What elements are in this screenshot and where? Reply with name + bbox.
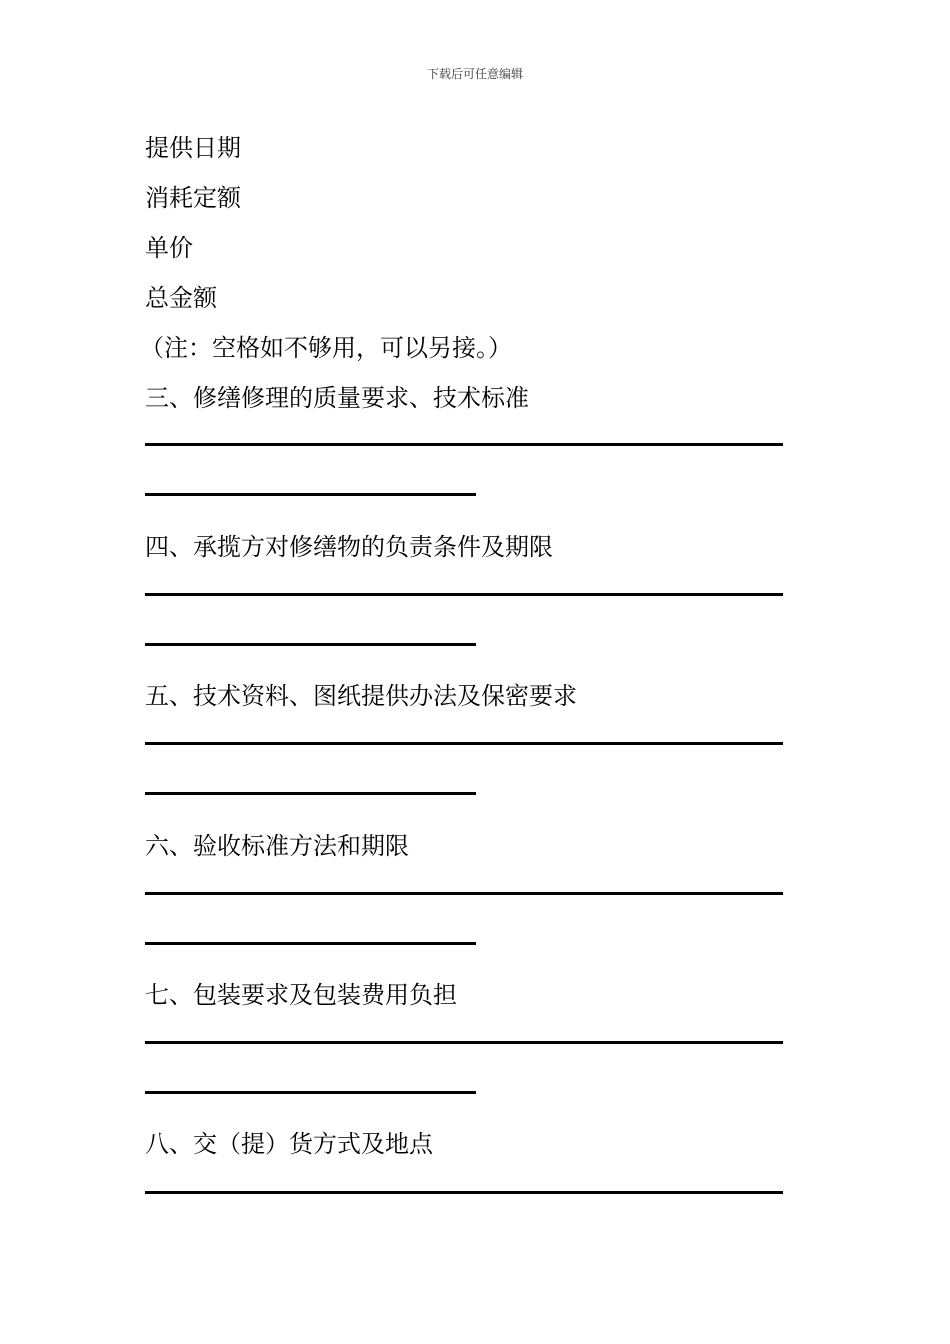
section-heading-4: 四、承揽方对修缮物的负责条件及期限 (145, 533, 553, 561)
page-header: 下载后可任意编辑 (426, 67, 523, 81)
field-total-amount: 总金额 (145, 284, 217, 312)
section-heading-8: 八、交（提）货方式及地点 (145, 1130, 433, 1158)
blank-line (145, 792, 476, 795)
blank-line (145, 1091, 476, 1094)
blank-line (145, 493, 476, 496)
blank-line (145, 742, 783, 745)
blank-line (145, 942, 476, 945)
blank-line (145, 593, 783, 596)
blank-line (145, 443, 783, 446)
field-supply-date: 提供日期 (145, 134, 241, 162)
field-consumption-quota: 消耗定额 (145, 184, 241, 212)
section-heading-6: 六、验收标准方法和期限 (145, 832, 409, 860)
section-heading-7: 七、包装要求及包装费用负担 (145, 981, 457, 1009)
blank-line (145, 892, 783, 895)
note-text: （注：空格如不够用，可以另接。） (140, 334, 512, 362)
blank-line (145, 643, 476, 646)
section-heading-3: 三、修缮修理的质量要求、技术标准 (145, 384, 529, 412)
section-heading-5: 五、技术资料、图纸提供办法及保密要求 (145, 682, 577, 710)
blank-line (145, 1191, 783, 1194)
field-unit-price: 单价 (145, 234, 193, 262)
blank-line (145, 1041, 783, 1044)
